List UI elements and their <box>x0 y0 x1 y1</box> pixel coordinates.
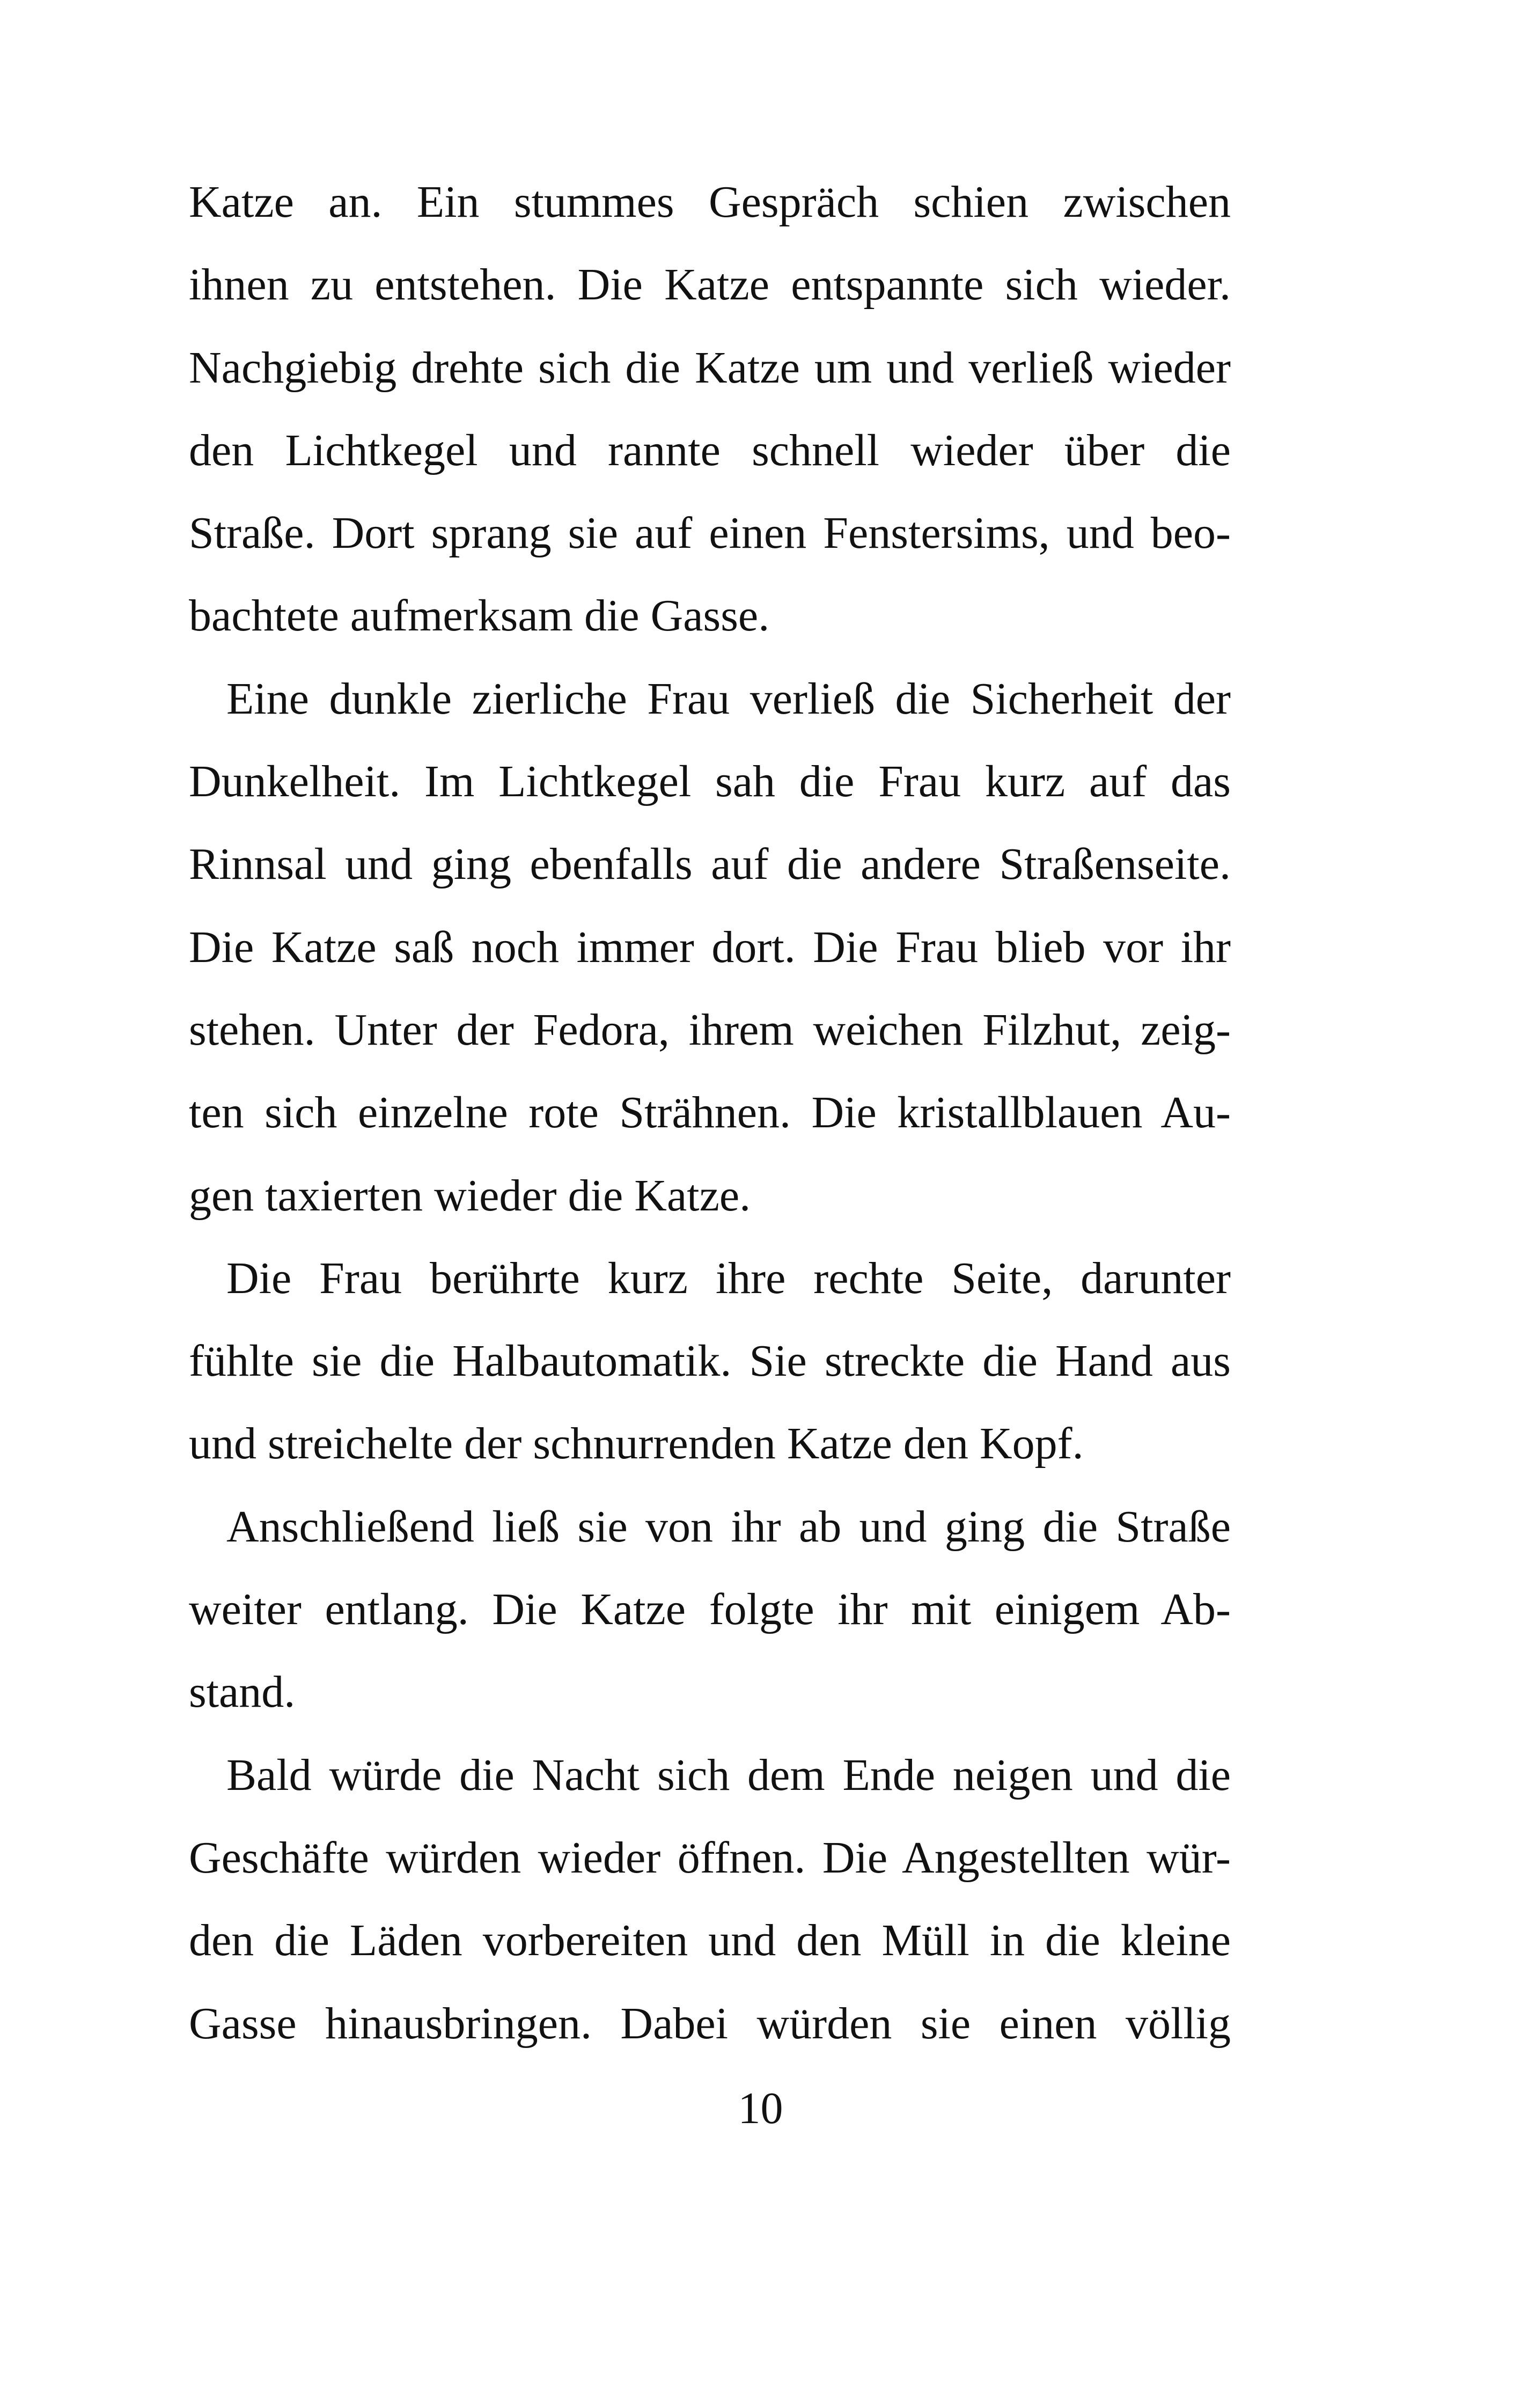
text-line: Katze an. Ein stummes Gespräch schien zwischen <box>189 177 1231 227</box>
text-line: ten sich einzelne rote Strähnen. Die kristallblauen Au- <box>189 1088 1231 1138</box>
text-line: Bald würde die Nacht sich dem Ende neigen und die <box>226 1750 1231 1800</box>
text-line: ihnen zu entstehen. Die Katze entspannte sich wieder. <box>189 260 1231 310</box>
text-line: weiter entlang. Die Katze folgte ihr mit einigem Ab- <box>189 1584 1231 1635</box>
text-line: fühlte sie die Halbautomatik. Sie streckte die Hand aus <box>189 1336 1231 1386</box>
text-line: Geschäfte würden wieder öffnen. Die Angestellten wür- <box>189 1832 1231 1883</box>
page-number: 10 <box>738 2083 783 2133</box>
text-line: stehen. Unter der Fedora, ihrem weichen Filzhut, zeig- <box>189 1004 1231 1055</box>
text-line: gen taxierten wieder die Katze. <box>189 1170 751 1221</box>
text-line: Gasse hinausbringen. Dabei würden sie einen völlig <box>189 1998 1231 2049</box>
text-line: Die Katze saß noch immer dort. Die Frau blieb vor ihr <box>189 922 1231 972</box>
text-line: den Lichtkegel und rannte schnell wieder über die <box>189 425 1231 475</box>
text-line: Dunkelheit. Im Lichtkegel sah die Frau kurz auf das <box>189 757 1231 807</box>
text-line: Rinnsal und ging ebenfalls auf die andere Straßenseite. <box>189 839 1231 890</box>
text-line: den die Läden vorbereiten und den Müll in die kleine <box>189 1915 1231 1966</box>
text-line: Anschließend ließ sie von ihr ab und ging die Straße <box>226 1501 1231 1552</box>
text-line: und streichelte der schnurrenden Katze den Kopf. <box>189 1419 1084 1469</box>
text-line: Die Frau berührte kurz ihre rechte Seite, darunter <box>226 1253 1231 1303</box>
text-line: Eine dunkle zierliche Frau verließ die Sicherheit der <box>226 673 1231 724</box>
body-text <box>189 161 1231 2065</box>
text-line: Nachgiebig drehte sich die Katze um und verließ wieder <box>189 342 1231 393</box>
text-line: bachtete aufmerksam die Gasse. <box>189 591 770 641</box>
text-line: stand. <box>189 1667 296 1717</box>
text-line: Straße. Dort sprang sie auf einen Fenstersims, und beo- <box>189 508 1231 559</box>
